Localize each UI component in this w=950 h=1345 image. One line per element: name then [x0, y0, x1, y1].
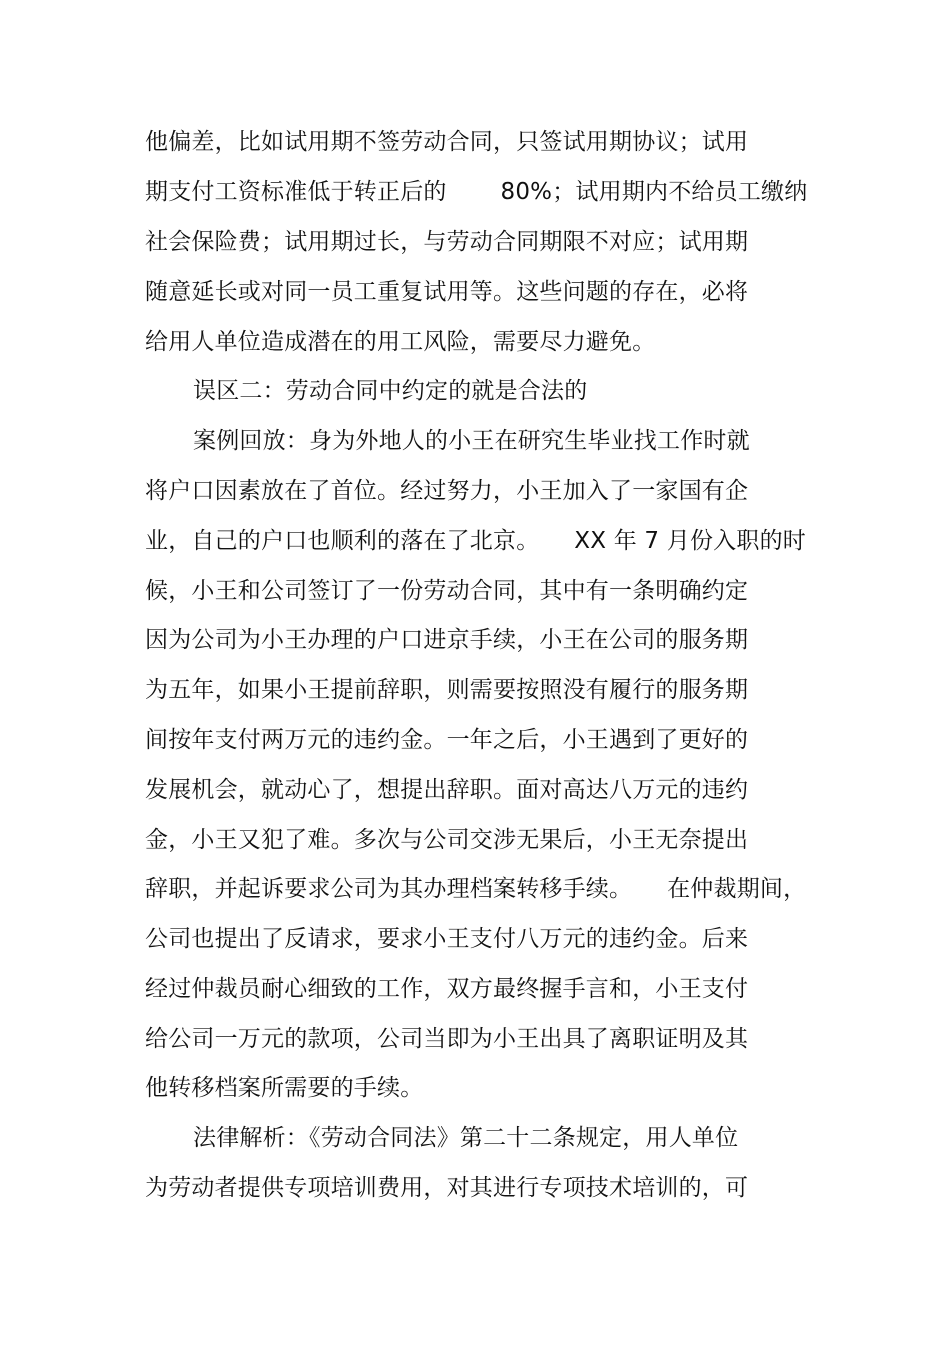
text-line-10: 候，小王和公司签订了一份劳动合同，其中有一条明确约定 [145, 578, 749, 604]
text-line-7: 案例回放：身为外地人的小王在研究生毕业找工作时就 [193, 428, 750, 454]
text-line-11: 因为公司为小王办理的户口进京手续，小王在公司的服务期 [145, 627, 749, 653]
text-line-20: 他转移档案所需要的手续。 [145, 1075, 424, 1101]
text-line-14: 发展机会，就动心了，想提出辞职。面对高达八万元的违约 [145, 777, 749, 803]
text-line-22: 为劳动者提供专项培训费用，对其进行专项技术培训的，可 [145, 1175, 749, 1201]
text-line-2: 期支付工资标准低于转正后的 80%；试用期内不给员工缴纳 [145, 179, 808, 205]
text-line-5: 给用人单位造成潜在的用工风险，需要尽力避免。 [145, 329, 656, 355]
text-line-21: 法律解析：《劳动合同法》第二十二条规定，用人单位 [193, 1125, 739, 1151]
text-line-3: 社会保险费；试用期过长，与劳动合同期限不对应；试用期 [145, 229, 749, 255]
text-line-15: 金，小王又犯了难。多次与公司交涉无果后，小王无奈提出 [145, 827, 749, 853]
text-line-16: 辞职，并起诉要求公司为其办理档案转移手续。 在仲裁期间， [145, 876, 807, 902]
text-line-12: 为五年，如果小王提前辞职，则需要按照没有履行的服务期 [145, 677, 749, 703]
text-line-18: 经过仲裁员耐心细致的工作，双方最终握手言和，小王支付 [145, 976, 749, 1002]
text-line-9: 业，自己的户口也顺利的落在了北京。 XX 年 7 月份入职的时 [145, 528, 806, 554]
text-line-4: 随意延长或对同一员工重复试用等。这些问题的存在，必将 [145, 279, 749, 305]
text-line-1: 他偏差，比如试用期不签劳动合同，只签试用期协议；试用 [145, 129, 749, 155]
text-line-8: 将户口因素放在了首位。经过努力，小王加入了一家国有企 [145, 478, 749, 504]
text-line-13: 间按年支付两万元的违约金。一年之后，小王遇到了更好的 [145, 727, 749, 753]
text-line-19: 给公司一万元的款项，公司当即为小王出具了离职证明及其 [145, 1026, 749, 1052]
section-heading: 误区二：劳动合同中约定的就是合法的 [193, 378, 588, 404]
text-line-17: 公司也提出了反请求，要求小王支付八万元的违约金。后来 [145, 926, 749, 952]
